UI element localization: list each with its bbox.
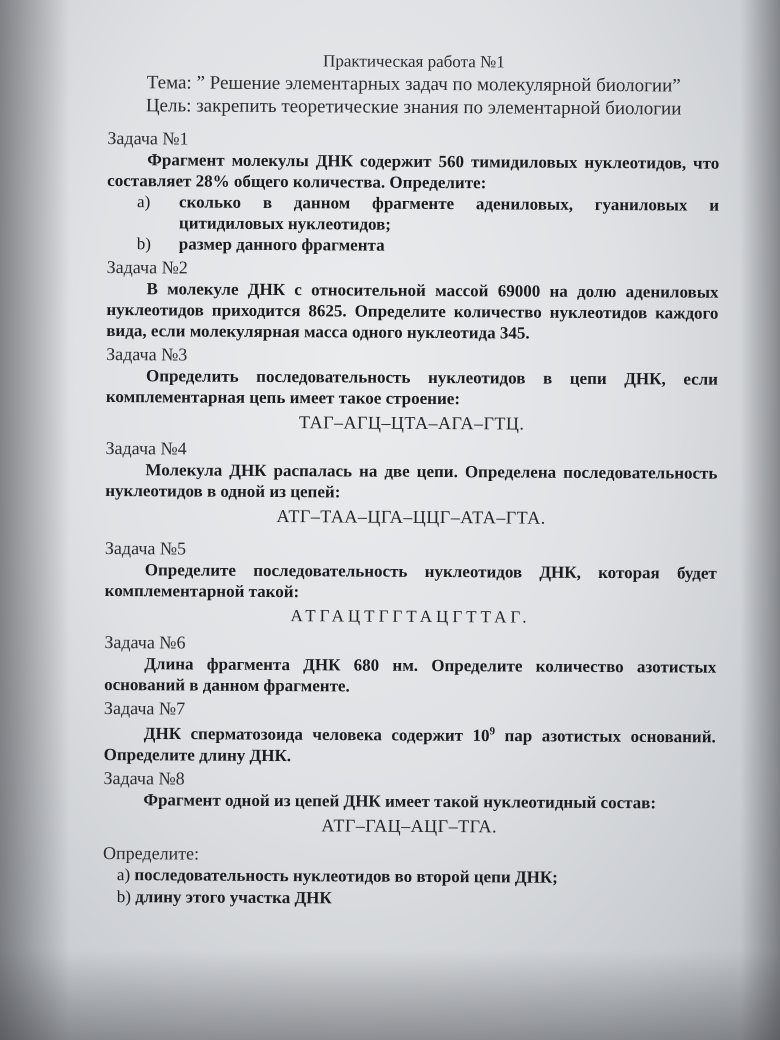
task-1-item-a [107, 191, 719, 237]
list-marker: b) [116, 886, 132, 906]
task-3-sequence: ТАГ–АГЦ–ЦТА–АГА–ГТЦ. [298, 412, 525, 434]
list-item-text: длину этого участка ДНК [135, 886, 332, 908]
task-1-list [107, 191, 719, 258]
task-8-text: Фрагмент одной из цепей ДНК имеет такой нуклеотидный состав: [143, 789, 657, 813]
task-2-text: В молекуле ДНК с относительной массой 69000 на долю адениловых нуклеотидов приходится 8625. Определите количество нуклеотидов каждого вида, если молекулярная масса одного нуклеотида 345. [106, 279, 719, 343]
task-7-label: Задача №7 [103, 697, 186, 719]
list-item-text: последовательность нуклеотидов во второй цепи ДНК; [134, 864, 558, 887]
task-8-determine: Определите: [103, 842, 200, 864]
goal-line: Цель: закрепить теоретические знания по элементарной биологии [145, 95, 682, 120]
task-1-item-b [107, 233, 719, 258]
task-3-text: Определить последовательность нуклеотидов в цепи ДНК, если комплементарная цепь имеет такое строение: [105, 366, 719, 409]
photo-shadow-bottom [0, 950, 780, 1040]
task-5-label: Задача №5 [104, 537, 187, 559]
task-4-text: Молекула ДНК распалась на две цепи. Определена последовательность нуклеотидов в одной из цепей: [105, 460, 718, 502]
task-5-sequence: АТГАЦТГГТАЦГТТАГ. [290, 606, 531, 627]
task-2-label: Задача №2 [106, 256, 188, 278]
task-8-sequence: АТГ–ГАЦ–АЦГ–ТГА. [321, 814, 498, 837]
photo-shadow-left [0, 0, 70, 1040]
list-marker: а) [116, 864, 131, 884]
task-8-item-a [103, 864, 715, 890]
task-6-label: Задача №6 [104, 631, 186, 653]
task-4-label: Задача №4 [105, 437, 187, 459]
task-1-text: Фрагмент молекулы ДНК содержит 560 тимидиловых нуклеотидов, что составляет 28% общего количества. Определите: [107, 150, 720, 193]
list-marker: b) [136, 234, 152, 254]
list-item-text: размер данного фрагмента [178, 234, 385, 255]
page-title: Практическая работа №1 [323, 51, 505, 72]
task-7-text [104, 719, 716, 768]
task-5-text: Определите последовательность нуклеотидов ДНК, которая будет комплементарной такой: [104, 560, 717, 602]
task-3-label: Задача №3 [106, 343, 188, 365]
task-1-label: Задача №1 [107, 127, 189, 149]
list-item-text: сколько в данном фрагменте адениловых, гуаниловых и цитидиловых нуклеотидов; [178, 192, 720, 234]
task-7-exponent: 9 [489, 725, 496, 738]
task-6-text: Длина фрагмента ДНК 680 нм. Определите количество азотистых оснований в данном фрагменте. [104, 654, 717, 696]
task-8-list [103, 864, 715, 912]
task-8-item-b [103, 886, 715, 912]
task-7-text-before: ДНК сперматозоида человека содержит 10 [143, 723, 490, 745]
worksheet-content [103, 48, 720, 911]
topic-line: Тема: ” Решение элементарных задач по молекулярной биологии” [146, 72, 681, 97]
photo-shadow-right [740, 0, 780, 1040]
task-4-sequence: АТГ–ТАА–ЦГА–ЦЦГ–АТА–ГТА. [276, 506, 546, 528]
list-marker: a) [137, 192, 151, 212]
task-8-label: Задача №8 [103, 767, 185, 789]
task-7-text-after: пар азотистых оснований. Определите длину ДНК. [103, 726, 716, 765]
